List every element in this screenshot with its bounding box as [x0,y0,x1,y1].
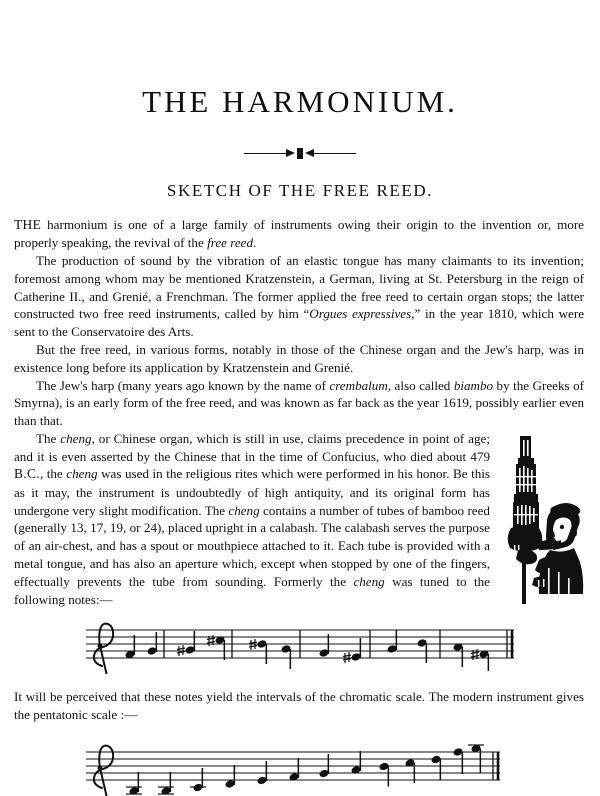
paragraph-jews-harp [14,377,584,430]
paragraph-intro-text: harmonium is one of a large family of instruments owing their origin to the invention or, more properly speaking, the revival of the [14,217,584,251]
paragraph-intro [14,216,584,252]
paragraph-jews-harp-a: The Jew's harp (many years ago known by the name of [36,377,330,393]
body-text-column [14,201,584,608]
paragraph-intro-end: . [253,235,257,251]
text-between-staves [14,674,584,724]
term-cheng-2: cheng [66,466,98,482]
paragraph-cheng-c: , the [39,466,67,482]
paragraph-cheng-d: was used in the religious rites which were performed in his honor. Be this as it may, the instrument is undoubtedly of high antiquity, and its original form has undergone very slight modification. The [14,466,491,518]
paragraph-invention-text-b: ,” in the year 1810, which were sent to the Conservatoire des Arts. [14,306,585,340]
paragraph-chromatic-note: It will be perceived that these notes yield the intervals of the chromatic scale. The modern instrument gives the pentatonic scale :— [14,689,584,723]
divider-ornament-icon [244,148,356,159]
term-crembalum: crembalum [329,377,388,393]
paragraph-cheng-e: contains a number of tubes of bamboo reed (generally 13, 17, 19, or 24), placed upright in a calabash. The calabash serves the purpose of an air-chest, and has a spout or mouthpiece attached to it. Each tube is provided with a metal tongue, and has also an aperture which, except when stopped by one of the fingers, effectually prevents the tube from sounding. Formerly the [14,502,490,589]
music-staff-pentatonic [0,740,600,796]
term-biambo: biambo [453,377,494,393]
paragraph-cheng-a: The [36,430,61,446]
paragraph-invention [14,252,584,341]
opening-smallcaps: THE [14,217,42,232]
paragraph-free-reed-history: But the free reed, in various forms, notably in those of the Chinese organ and the Jew's harp, was in existence long before its application by Kratzenstein and Grenié. [14,342,584,375]
term-orgues-expressives: Orgues expressives [309,306,412,322]
page-title: THE HARMONIUM. [142,84,458,119]
paragraph-cheng-f: was tuned to the following notes:— [14,573,490,607]
paragraph-cheng-b: , or Chinese organ, which is still in use, claims precedence in point of age; and it is even asserted by the Chinese that in the time of Confucius, who died about 479 [14,430,490,464]
ornamental-divider [0,147,600,159]
term-free-reed: free reed [207,235,254,251]
term-cheng-3: cheng [228,502,260,518]
paragraph-invention-text-a: The production of sound by the vibration of an elastic tongue has many claimants to its invention; foremost among whom may be mentioned Kratzenstein, a German, living at St. Petersburg in the reign of Catherine II., and Grenié, a Frenchman. The former applied the free reed to certain organ stops; the latter constructed two free reed instruments, called by him “ [14,253,584,322]
paragraph-jews-harp-b: , also called [387,377,454,393]
cheng-player-illustration [498,432,584,604]
term-cheng-1: cheng [60,430,92,446]
section-heading: SKETCH OF THE FREE REED. [166,181,434,200]
era-label-bc: B.C. [14,466,40,482]
term-cheng-4: cheng [353,573,385,589]
paragraph-jews-harp-c: by the Greeks of Smyrna), is an early form of the free reed, and was known as far back as the year 1619, possibly earlier even than that. [14,377,584,429]
paragraph-cheng [14,430,584,608]
music-staff-chromatic [0,622,600,674]
